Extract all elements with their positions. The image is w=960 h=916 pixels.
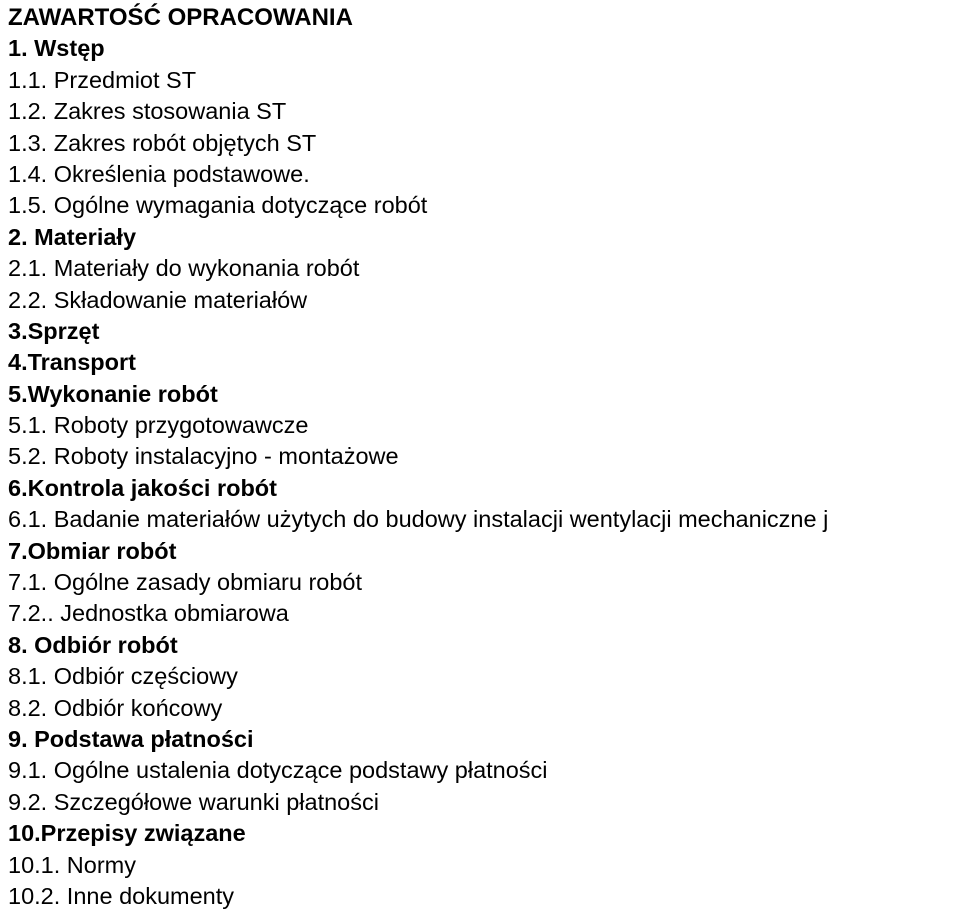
toc-section-heading: 9. Podstawa płatności — [8, 725, 254, 752]
toc-section-heading: 4.Transport — [8, 349, 136, 376]
toc-subsection-item: 8.1. Odbiór częściowy — [8, 663, 238, 690]
toc-section-heading: 1. Wstęp — [8, 35, 105, 62]
toc-subsection-item: 7.2.. Jednostka obmiarowa — [8, 600, 289, 627]
toc-subsection-item: 5.2. Roboty instalacyjno - montażowe — [8, 443, 399, 470]
table-of-contents — [8, 2, 960, 912]
toc-subsection-item: 5.1. Roboty przygotowawcze — [8, 412, 309, 439]
toc-subsection-item: 1.4. Określenia podstawowe. — [8, 160, 310, 187]
toc-subsection-item: 2.2. Składowanie materiałów — [8, 286, 308, 313]
toc-section-heading: 3.Sprzęt — [8, 317, 100, 344]
toc-section-heading: 10.Przepisy związane — [8, 820, 246, 847]
toc-subsection-item: 10.2. Inne dokumenty — [8, 882, 235, 909]
toc-section-heading: 5.Wykonanie robót — [8, 380, 218, 407]
toc-subsection-item: 2.1. Materiały do wykonania robót — [8, 255, 360, 282]
document-title: ZAWARTOŚĆ OPRACOWANIA — [8, 4, 353, 31]
toc-subsection-item: 10.1. Normy — [8, 851, 136, 878]
toc-subsection-item: 9.2. Szczegółowe warunki płatności — [8, 788, 379, 815]
toc-list — [8, 33, 960, 912]
toc-section-heading: 2. Materiały — [8, 223, 137, 250]
toc-subsection-item: 6.1. Badanie materiałów użytych do budowy instalacji wentylacji mechaniczne j — [8, 506, 829, 533]
toc-section-heading: 6.Kontrola jakości robót — [8, 474, 277, 501]
toc-subsection-item: 1.3. Zakres robót objętych ST — [8, 129, 317, 156]
toc-subsection-item: 1.2. Zakres stosowania ST — [8, 98, 287, 125]
toc-subsection-item: 1.1. Przedmiot ST — [8, 66, 197, 93]
toc-subsection-item: 7.1. Ogólne zasady obmiaru robót — [8, 569, 363, 596]
toc-subsection-item: 8.2. Odbiór końcowy — [8, 694, 223, 721]
toc-subsection-item: 1.5. Ogólne wymagania dotyczące robót — [8, 192, 428, 219]
toc-section-heading: 7.Obmiar robót — [8, 537, 177, 564]
toc-section-heading: 8. Odbiór robót — [8, 631, 178, 658]
toc-subsection-item: 9.1. Ogólne ustalenia dotyczące podstawy płatności — [8, 757, 548, 784]
